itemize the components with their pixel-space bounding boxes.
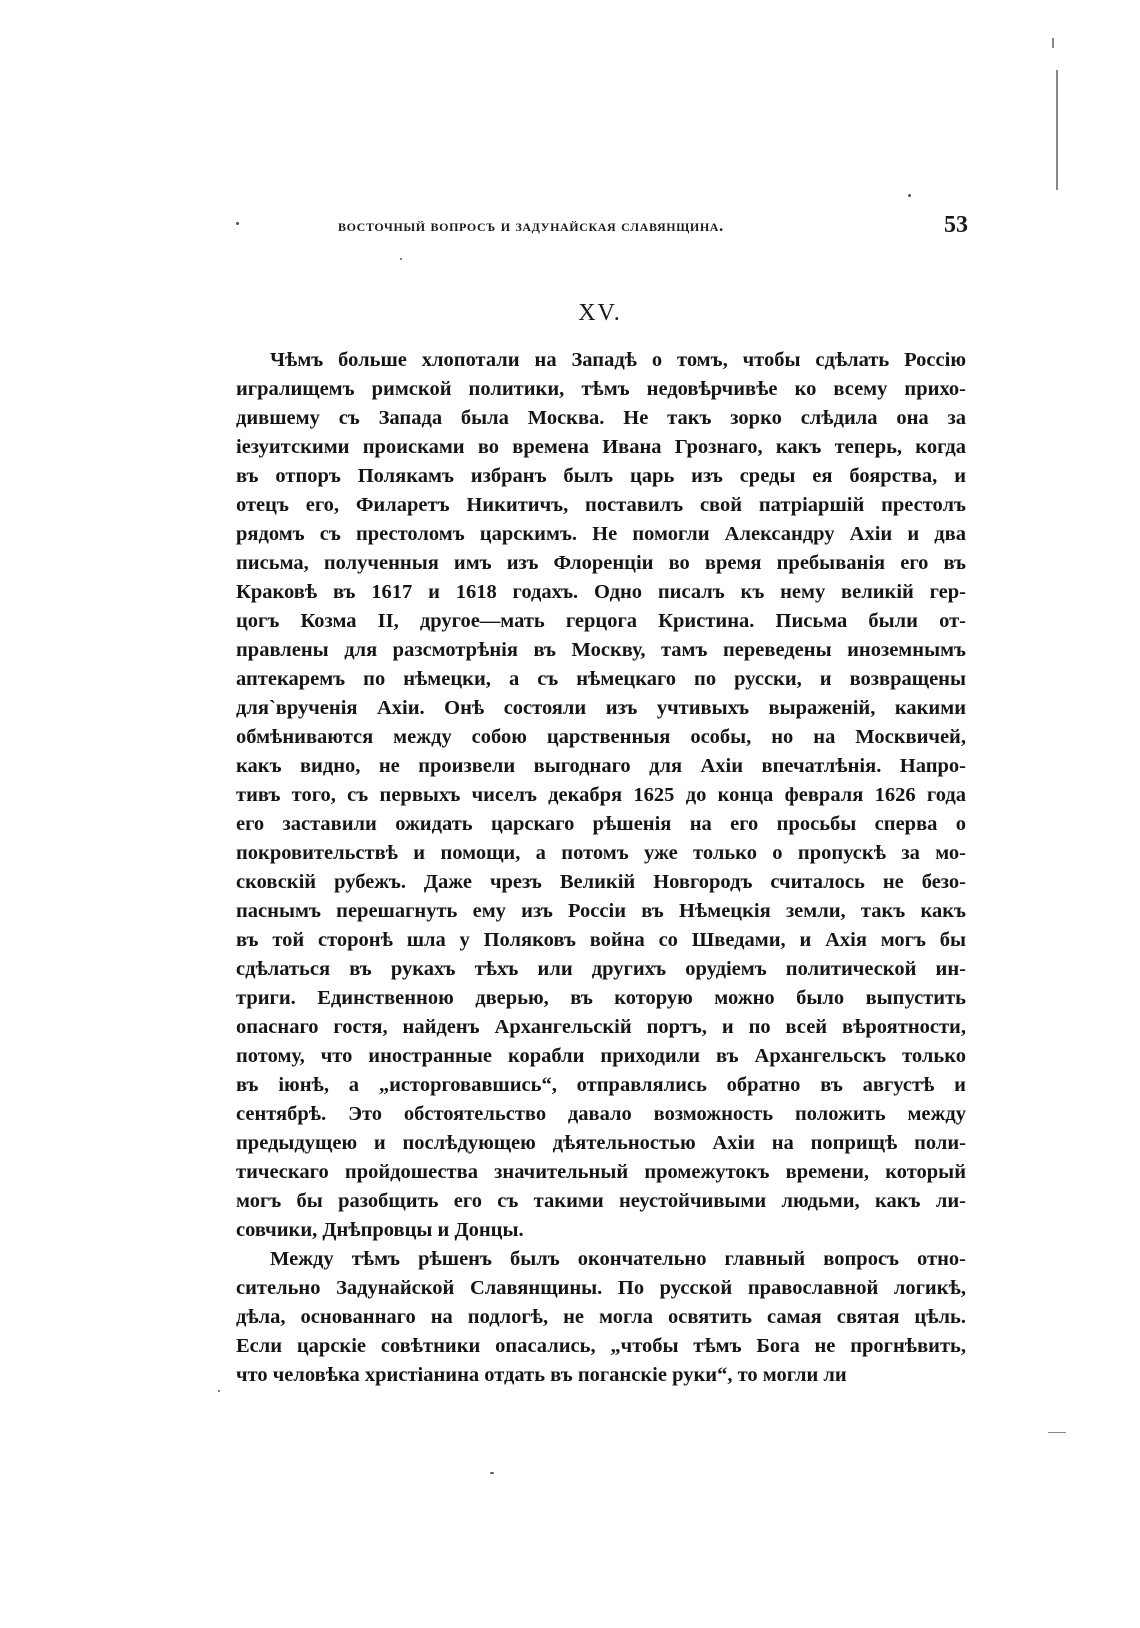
text-line: потому, что иностранные корабли приходили въ Архангельскъ только (236, 1045, 966, 1067)
text-line: письма, полученныя имъ изъ Флоренціи во время пребыванія его въ (236, 552, 966, 574)
text-line: въ отпоръ Полякамъ избранъ былъ царь изъ среды ея боярства, и (236, 465, 966, 487)
text-line: цогъ Козма II, другое—мать герцога Кристина. Письма были от- (236, 610, 966, 632)
scan-speck (218, 1390, 220, 1392)
text-line: могъ бы разобщить его съ такими неустойчивыми людьми, какъ ли- (236, 1190, 966, 1212)
text-line: что человѣка христіанина отдать въ поганскіе руки“, то могли ли (236, 1364, 847, 1386)
text-line: сентябрѣ. Это обстоятельство давало возможность положить между (236, 1103, 966, 1125)
text-line: покровительствѣ и помощи, а потомъ уже только о пропускѣ за мо- (236, 842, 966, 864)
text-line: аптекаремъ по нѣмецки, а съ нѣмецкаго по русски, и возвращены (236, 668, 966, 690)
scan-edge-mark (1056, 70, 1058, 190)
paragraph (236, 346, 966, 1245)
text-line: обмѣниваются между собою царственныя особы, но на Москвичей, (236, 726, 966, 748)
text-line: Между тѣмъ рѣшенъ былъ окончательно главный вопросъ отно- (270, 1248, 966, 1270)
scan-speck (490, 1472, 494, 1474)
text-line: его заставили ожидать царскаго рѣшенія на его просьбы сперва о (236, 813, 966, 835)
text-line: правлены для разсмотрѣнія въ Москву, тамъ переведены иноземнымъ (236, 639, 966, 661)
page-header (338, 212, 968, 242)
text-line: Чѣмъ больше хлопотали на Западѣ о томъ, чтобы сдѣлать Россію (270, 349, 966, 371)
running-title: восточный вопросъ и задунайская славянщина. (338, 216, 724, 235)
text-line: дившему съ Запада была Москва. Не такъ зорко слѣдила она за (236, 407, 966, 429)
text-line: отецъ его, Филаретъ Никитичъ, поставилъ свой патріаршій престолъ (236, 494, 966, 516)
text-line: дѣла, основаннаго на подлогѣ, не могла освятить самая святая цѣль. (236, 1306, 966, 1328)
text-line: сительно Задунайской Славянщины. По русской православной логикѣ, (236, 1277, 966, 1299)
page-number: 53 (944, 212, 968, 238)
text-line: сдѣлаться въ рукахъ тѣхъ или другихъ орудіемъ политической ин- (236, 958, 966, 980)
text-line: въ той сторонѣ шла у Поляковъ война со Шведами, и Ахія могъ бы (236, 929, 966, 951)
scan-speck (400, 258, 402, 260)
text-line: Если царскіе совѣтники опасались, „чтобы тѣмъ Бога не прогнѣвить, (236, 1335, 966, 1357)
text-line: паснымъ перешагнуть ему изъ Россіи въ Нѣмецкія земли, такъ какъ (236, 900, 966, 922)
chapter-heading: XV. (578, 300, 622, 326)
text-line: рядомъ съ престоломъ царскимъ. Не помогли Александру Ахіи и два (236, 523, 966, 545)
text-line: Краковѣ въ 1617 и 1618 годахъ. Одно писалъ къ нему великій гер- (236, 581, 966, 603)
body-text (236, 346, 966, 1390)
paragraph (236, 1245, 966, 1390)
text-line: триги. Единственною дверью, въ которую можно было выпустить (236, 987, 966, 1009)
text-line: игралищемъ римской политики, тѣмъ недовѣрчивѣе ко всему прихо- (236, 378, 966, 400)
text-line: въ іюнѣ, а „исторговавшись“, отправлялись обратно въ августѣ и (236, 1074, 966, 1096)
text-line: опаснаго гостя, найденъ Архангельскій портъ, и по всей вѣроятности, (236, 1016, 966, 1038)
text-line: тивъ того, съ первыхъ чиселъ декабря 1625 до конца февраля 1626 года (236, 784, 966, 806)
scan-speck (908, 194, 911, 197)
text-line: сковскій рубежъ. Даже чрезъ Великій Новгородъ считалось не безо- (236, 871, 966, 893)
text-line: іезуитскими происками во времена Ивана Грознаго, какъ теперь, когда (236, 436, 966, 458)
text-line: какъ видно, не произвели выгоднаго для Ахіи впечатлѣнія. Напро- (236, 755, 966, 777)
text-line: предыдущею и послѣдующею дѣятельностью Ахіи на поприщѣ поли- (236, 1132, 966, 1154)
scan-speck (236, 222, 239, 225)
scan-edge-mark (1048, 1432, 1066, 1433)
text-line: совчики, Днѣпровцы и Донцы. (236, 1219, 524, 1241)
text-line: для`врученія Ахіи. Онѣ состояли изъ учтивыхъ выраженій, какими (236, 697, 966, 719)
scan-edge-mark (1052, 38, 1054, 48)
text-line: тическаго пройдошества значительный промежутокъ времени, который (236, 1161, 966, 1183)
